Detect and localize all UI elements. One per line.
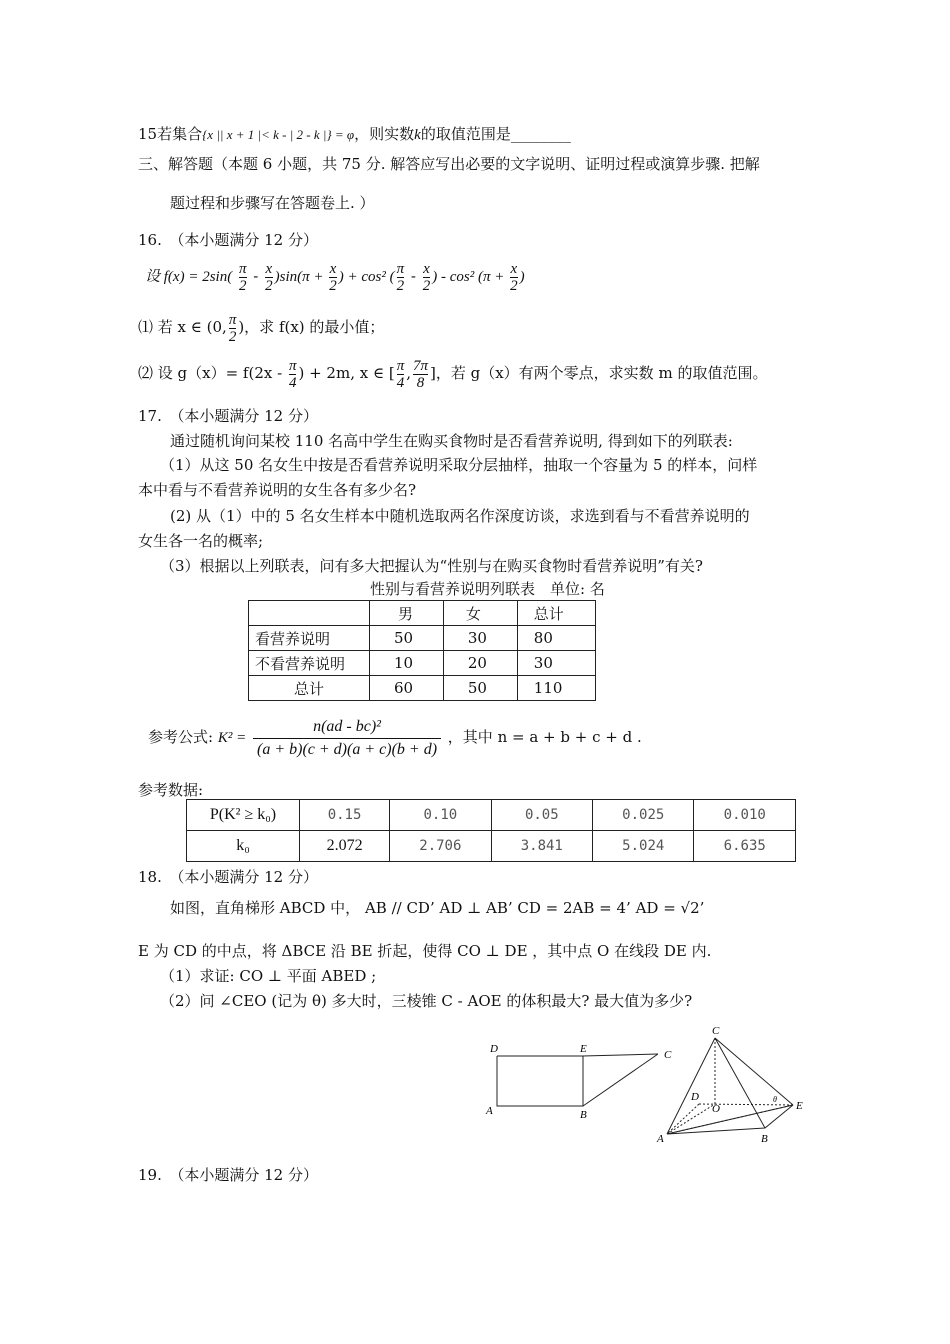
label-theta: θ bbox=[773, 1095, 777, 1104]
label-a: A bbox=[486, 1105, 493, 1117]
reference-table bbox=[186, 799, 796, 862]
q15-line bbox=[138, 123, 571, 146]
q17-part1-a: （1）从这 50 名女生中按是否看营养说明采取分层抽样，抽取一个容量为 5 的样本，问样 bbox=[160, 456, 758, 474]
rect-abed bbox=[497, 1056, 583, 1106]
contingency-table bbox=[248, 600, 596, 701]
edge-ca bbox=[667, 1038, 715, 1134]
q16-definition: 设 f(x) = 2sin( $\frac{\pi}{2}$ - $\frac{x}{2}$ )sin(π + $\frac{x}{2}$ ) + cos² ( $\frac{\pi}{2}$ - $\frac{x}{2}$ ) - cos² (π + $\frac{x}{2}$ ) bbox=[145, 260, 525, 294]
q18-header: 18. （本小题满分 12 分） bbox=[138, 868, 318, 886]
q17-table-title: 性别与看营养说明列联表 单位: 名 bbox=[370, 580, 605, 598]
table-row: 男 女 总计 bbox=[249, 601, 596, 626]
label-b: B bbox=[580, 1109, 587, 1121]
label-c: C bbox=[664, 1049, 672, 1061]
q15-set: {x || x + 1 |< k - | 2 - k |} = φ bbox=[202, 127, 355, 142]
label-e: E bbox=[796, 1100, 803, 1112]
pyramid-figure bbox=[655, 1024, 815, 1148]
q18-line1: 如图，直角梯形 ABCD 中， AB // CD’ AD ⊥ AB’ CD = 2AB = 4’ AD = √2’ bbox=[170, 899, 705, 917]
q19-header: 19. （本小题满分 12 分） bbox=[138, 1166, 318, 1184]
q18-line4: （2）问 ∠CEO (记为 θ) 多大时，三棱锥 C - AOE 的体积最大? 最大值为多少? bbox=[160, 992, 693, 1010]
q17-part3: （3）根据以上列联表，问有多大把握认为“性别与在购买食物时看营养说明”有关? bbox=[160, 557, 703, 575]
q17-header: 17. （本小题满分 12 分） bbox=[138, 407, 318, 425]
section3-line2: 题过程和步骤写在答题卷上. ） bbox=[170, 194, 375, 212]
q17-part2-b: 女生各一名的概率; bbox=[138, 532, 264, 550]
edge-cb bbox=[715, 1038, 765, 1128]
table-row: 总计 60 50 110 bbox=[249, 676, 596, 701]
q18-line2: E 为 CD 的中点，将 ΔBCE 沿 BE 折起，使得 CO ⊥ DE ，其中点 O 在线段 DE 内. bbox=[138, 942, 712, 960]
trapezoid-figure bbox=[480, 1036, 680, 1122]
label-a: A bbox=[657, 1133, 664, 1145]
table-row: P(K² ≥ k₀) 0.15 0.10 0.05 0.025 0.010 bbox=[187, 800, 796, 831]
q15-text-b: ，则实数 bbox=[354, 125, 415, 143]
q15-number: 15 bbox=[138, 125, 158, 143]
edge-da bbox=[667, 1104, 699, 1134]
label-d: D bbox=[490, 1043, 498, 1055]
q17-formula: 参考公式: K² = $\frac{\text{n(ad - bc)²}}{(a + b)(c + d)(a + c)(b + d)}$ ，其中 n = a + b + c + d . bbox=[148, 714, 642, 761]
q15-text: 若集合 bbox=[157, 125, 203, 143]
label-d: D bbox=[691, 1091, 699, 1103]
label-b: B bbox=[761, 1133, 768, 1145]
q17-part2-a: (2) 从（1）中的 5 名女生样本中随机选取两名作深度访谈，求选到看与不看营养说明的 bbox=[170, 507, 750, 525]
q17-data-label: 参考数据: bbox=[138, 781, 204, 799]
table-row: 不看营养说明 10 20 30 bbox=[249, 651, 596, 676]
q17-part1-b: 本中看与不看营养说明的女生各有多少名? bbox=[138, 481, 417, 499]
label-c: C bbox=[712, 1025, 720, 1037]
q18-line3: （1）求证: CO ⊥ 平面 ABED ; bbox=[160, 967, 377, 985]
q16-part1: ⑴ 若 x ∈ (0, $\frac{\pi}{2}$ )，求 f(x) 的最小值； bbox=[138, 311, 385, 345]
edge-ce bbox=[715, 1038, 793, 1105]
label-o: O bbox=[712, 1103, 720, 1115]
edge-ec bbox=[583, 1054, 658, 1056]
q15-var: k bbox=[414, 127, 421, 143]
table-row: k₀ 2.072 2.706 3.841 5.024 6.635 bbox=[187, 831, 796, 862]
q16-header: 16. （本小题满分 12 分） bbox=[138, 231, 318, 249]
q17-intro: 通过随机询问某校 110 名高中学生在购买食物时是否看营养说明, 得到如下的列联表: bbox=[170, 432, 733, 450]
section3-line1: 三、解答题（本题 6 小题，共 75 分. 解答应写出必要的文字说明、证明过程或演算步骤. 把解 bbox=[138, 155, 760, 173]
q16-part2: ⑵ 设 g（x）= f(2x - $\frac{\pi}{4}$ ) + 2m, x ∈ [ $\frac{\pi}{4}$ , $\frac{7\pi}{8}$ ]，若 g（x）有两个零点，求实数 m 的取值范围。 bbox=[138, 357, 768, 391]
label-e: E bbox=[580, 1043, 587, 1055]
edge-cb bbox=[583, 1054, 658, 1106]
table-row: 看营养说明 50 30 80 bbox=[249, 626, 596, 651]
q15-text-c: 的取值范围是________ bbox=[420, 125, 571, 143]
